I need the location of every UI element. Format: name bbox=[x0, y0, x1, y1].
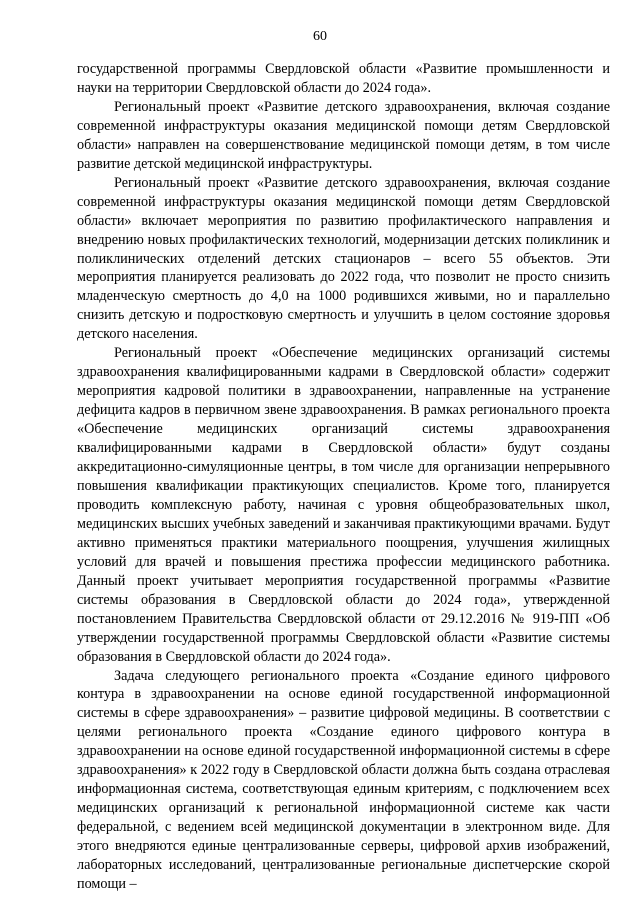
paragraph-child-healthcare-purpose: Региональный проект «Развитие детского здравоохранения, включая создание современной инфраструктуры оказания медицинской помощи детям Свердловской области» направлен на совершенствование медицинской помощи детям, в том числе развитие детской медицинской инфраструктуры. bbox=[77, 98, 610, 172]
paragraph-child-healthcare-measures: Региональный проект «Развитие детского здравоохранения, включая создание современной инфраструктуры оказания медицинской помощи детям Свердловской области» включает мероприятия по развитию профилактического направления и внедрению новых профилактических технологий, модернизации детских поликлиник и поликлинических отделений детских стационаров – всего 55 объектов. Эти мероприятия планируется реализовать до 2022 года, что позволит не просто снизить младенческую смертность до 4,0 на 1000 родившихся живыми, но и параллельно снизить детскую и подростковую смертность и улучшить в целом состояние здоровья детского населения. bbox=[77, 174, 610, 343]
paragraph-qualified-personnel: Региональный проект «Обеспечение медицинских организаций системы здравоохранения квалифицированными кадрами в Свердловской области» содержит мероприятия кадровой политики в здравоохранении, направленные на устранение дефицита кадров в первичном звене здравоохранения. В рамках регионального проекта «Обеспечение медицинских организаций системы здравоохранения квалифицированными кадрами в Свердловской области» будут созданы аккредитационно-симуляционные центры, в том числе для организации непрерывного повышения квалификации практикующих специалистов. Кроме того, планируется проводить комплексную работу, начиная с уровня общеобразовательных школ, медицинских высших учебных заведений и заканчивая практикующими врачами. Будут активно применяться практики материального поощрения, улучшения жилищных условий для врачей и повышения престижа профессии медицинского работника. Данный проект учитывает мероприятия государственной программы «Развитие системы образования в Свердловской области до 2024 года», утвержденной постановлением Правительства Свердловской области от 29.12.2016 № 919-ПП «Об утверждении государственной программы Свердловской области «Развитие системы образования в Свердловской области до 2024 года». bbox=[77, 345, 610, 665]
document-body bbox=[77, 60, 610, 894]
paragraph-continuation: государственной программы Свердловской области «Развитие промышленности и науки на территории Свердловской области до 2024 года». bbox=[77, 61, 610, 96]
paragraph-digital-contour: Задача следующего регионального проекта «Создание единого цифрового контура в здравоохранении на основе единой государственной информационной системы в сфере здравоохранения» – развитие цифровой медицины. В соответствии с целями регионального проекта «Создание единого цифрового контура в здравоохранении на основе единой государственной информационной системы в сфере здравоохранения» к 2022 году в Свердловской области должна быть создана отраслевая информационная система, соответствующая единым критериям, с подключением всех медицинских организаций к региональной информационной системе как части федеральной, с ведением всей медицинской документации в электронном виде. Для этого внедряются единые централизованные серверы, цифровой архив изображений, лабораторных исследований, централизованные региональные диспетчерские скорой помощи – bbox=[77, 667, 610, 892]
page-number: 60 bbox=[313, 29, 327, 44]
